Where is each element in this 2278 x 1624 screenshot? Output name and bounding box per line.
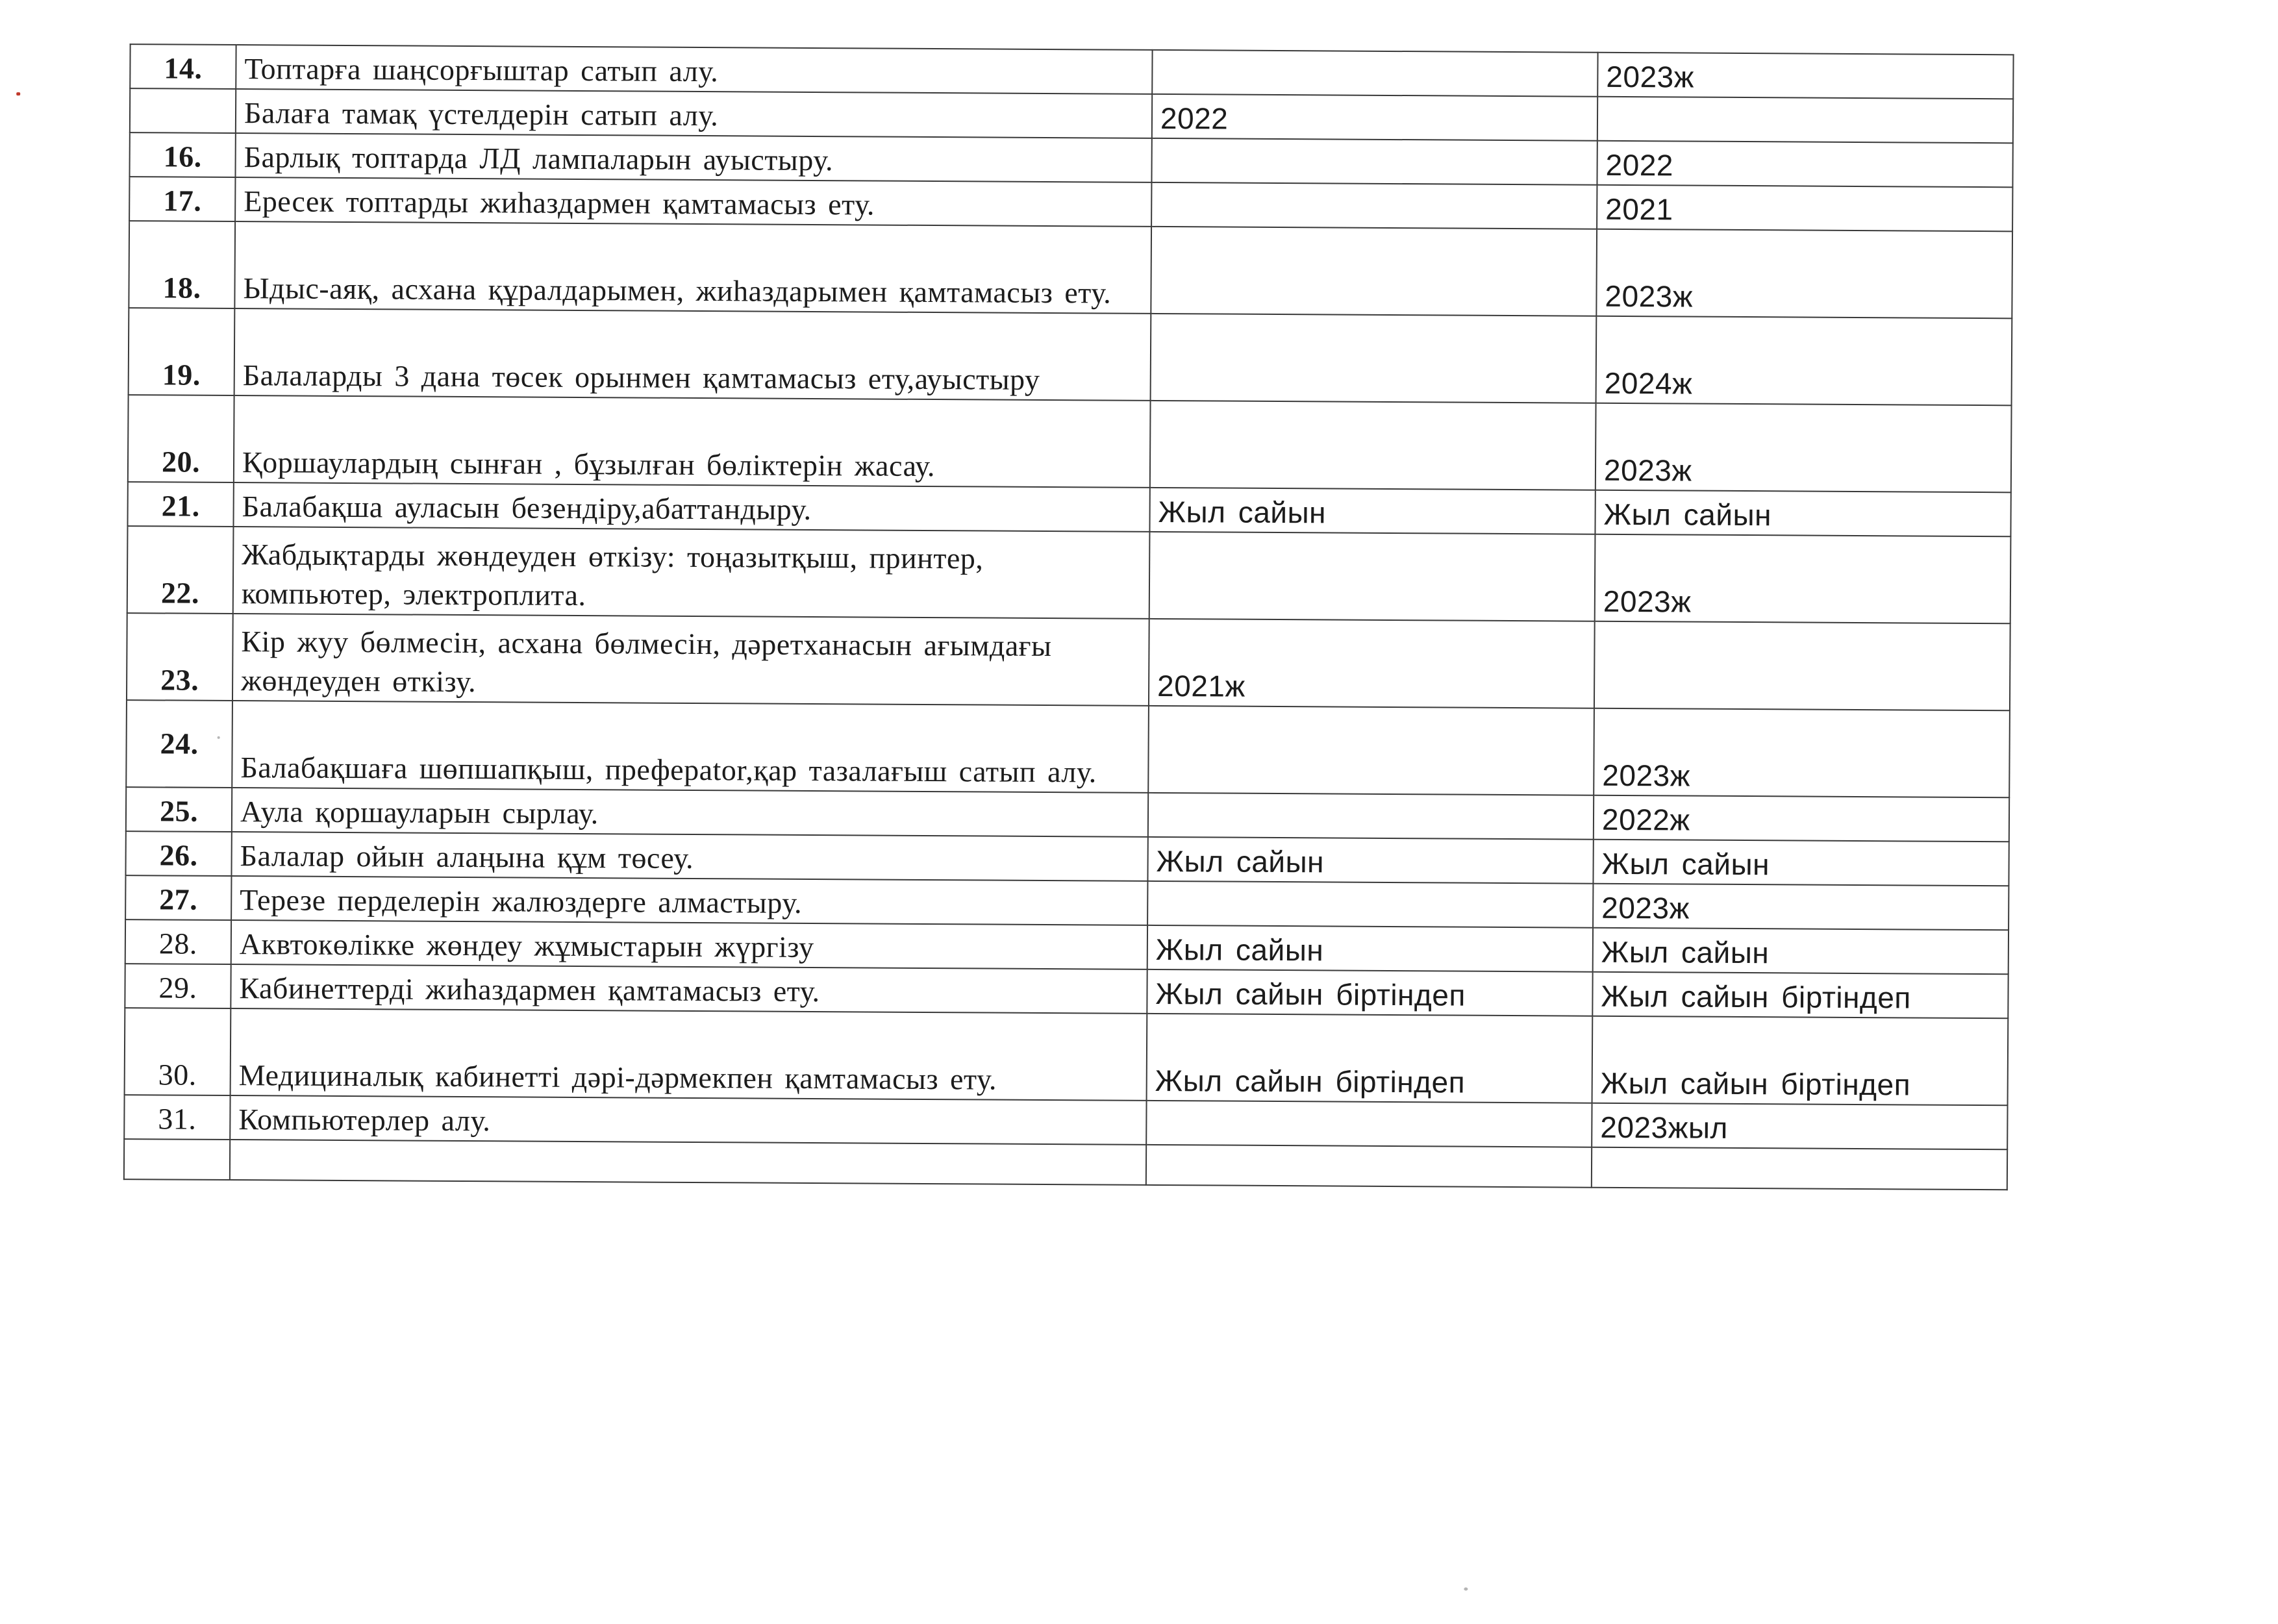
row-number: 26. (125, 831, 231, 876)
year-cell-1: Жыл сайын (1147, 837, 1593, 884)
row-number: 16. (129, 132, 235, 177)
year-cell-2: Жыл сайын (1593, 840, 2009, 886)
year-cell-2 (1594, 621, 2010, 711)
year-cell-1: Жыл сайын (1149, 488, 1595, 534)
year-cell-1 (1150, 401, 1596, 490)
plan-table (123, 44, 2014, 1190)
year-cell-1 (1147, 881, 1593, 928)
table-row (125, 1008, 2009, 1105)
task-cell: Ересек топтарды жиһаздармен қамтамасыз ету. (235, 177, 1151, 227)
year-cell-1 (1151, 227, 1597, 316)
row-number: 22. (127, 526, 234, 614)
empty-cell (124, 1139, 230, 1180)
row-number: 30. (125, 1008, 231, 1095)
table-row (126, 700, 2010, 797)
year-cell-1 (1151, 138, 1597, 185)
year-cell-1: Жыл сайын (1147, 925, 1593, 972)
year-cell-2: Жыл сайын (1595, 490, 2010, 537)
year-cell-1 (1151, 314, 1597, 403)
row-number: 29. (125, 964, 231, 1008)
task-cell: Топтарға шаңсорғыштар сатып алу. (236, 45, 1152, 94)
year-cell-2: Жыл сайын біртіндеп (1592, 972, 2008, 1019)
task-cell: Аула қоршауларын сырлау. (232, 788, 1148, 837)
table-row (129, 308, 2012, 405)
year-cell-2: 2023жыл (1592, 1103, 2007, 1150)
year-cell-2: 2023ж (1597, 53, 2013, 99)
row-number: 27. (125, 875, 231, 920)
year-cell-1 (1149, 532, 1596, 621)
year-cell-2: 2022ж (1594, 795, 2009, 842)
year-cell-2: 2021 (1597, 185, 2012, 232)
table-row (128, 395, 2012, 492)
year-cell-2: 2023ж (1596, 229, 2012, 319)
year-cell-1: Жыл сайын біртіндеп (1147, 969, 1592, 1016)
table-row (127, 526, 2011, 623)
year-cell-1 (1146, 1101, 1592, 1147)
year-cell-2: 2023ж (1595, 534, 2011, 624)
task-cell: Кабинеттерді жиһаздармен қамтамасыз ету. (231, 964, 1147, 1014)
row-number: 21. (127, 482, 233, 527)
year-cell-1: Жыл сайын біртіндеп (1147, 1014, 1593, 1103)
year-cell-1: 2022 (1152, 94, 1597, 141)
table-row (129, 221, 2012, 318)
row-number: 23. (127, 613, 233, 701)
task-cell: Балаларды 3 дана төсек орынмен қамтамасыз ету,ауыстыру (234, 308, 1151, 401)
scan-speck (1464, 1588, 1468, 1591)
task-cell: Қоршаулардың сынған , бұзылған бөліктерін жасау. (234, 395, 1151, 488)
year-cell-2: 2023ж (1596, 403, 2012, 493)
row-number: 28. (125, 919, 231, 964)
task-cell: Барлық топтарда ЛД лампаларын ауыстыру. (235, 133, 1151, 182)
task-cell: Жабдықтарды жөндеуден өткізу: тоңазытқыш, принтер, компьютер, электроплита. (233, 527, 1150, 619)
task-cell: Балабақшаға шөпшапқыш, преферator,қар тазалағыш сатып алу. (232, 701, 1149, 793)
empty-cell (1592, 1147, 2007, 1190)
task-cell: Ыдыс-аяқ, асхана құралдарымен, жиһаздарымен қамтамасыз ету. (234, 221, 1151, 314)
year-cell-1 (1151, 182, 1597, 229)
year-cell-2: 2023ж (1593, 884, 2009, 931)
task-cell: Кір жуу бөлмесін, асхана бөлмесін, дәретханасын ағымдағы жөндеуден өткізу. (232, 614, 1149, 706)
year-cell-1 (1152, 50, 1597, 97)
row-number: 14. (130, 44, 236, 89)
row-number (130, 88, 236, 133)
table-row (127, 613, 2010, 710)
task-cell: Балабақша ауласын безендіру,абаттандыру. (233, 482, 1149, 532)
year-cell-1 (1148, 706, 1594, 795)
year-cell-2: 2023ж (1594, 708, 2010, 798)
year-cell-1 (1148, 793, 1594, 840)
row-number: 18. (129, 221, 235, 308)
empty-cell (230, 1140, 1146, 1185)
task-cell: Балаға тамақ үстелдерін сатып алу. (236, 89, 1152, 138)
year-cell-2 (1597, 97, 2013, 144)
task-cell: Медициналық кабинетті дәрі-дәрмекпен қамтамасыз ету. (231, 1008, 1147, 1101)
year-cell-2: Жыл сайын (1593, 928, 2009, 975)
row-number: 24. (126, 700, 232, 788)
year-cell-1: 2021ж (1149, 619, 1595, 708)
task-cell: Компьютерлер алу. (230, 1095, 1146, 1145)
row-number: 20. (128, 395, 234, 482)
year-cell-2: Жыл сайын біртіндеп (1592, 1016, 2009, 1106)
task-cell: Балалар ойын алаңына құм төсеу. (231, 832, 1147, 881)
task-cell: Аквтокөлікке жөндеу жұмыстарын жүргізу (231, 920, 1147, 969)
year-cell-2: 2024ж (1596, 316, 2012, 406)
ink-mark (16, 92, 20, 95)
empty-cell (1146, 1145, 1592, 1188)
row-number: 17. (129, 177, 235, 221)
task-cell: Терезе перделерін жалюздерге алмастыру. (231, 876, 1147, 925)
row-number: 19. (129, 308, 235, 395)
row-number: 31. (124, 1095, 230, 1140)
row-number: 25. (126, 787, 232, 832)
year-cell-2: 2022 (1597, 141, 2012, 188)
